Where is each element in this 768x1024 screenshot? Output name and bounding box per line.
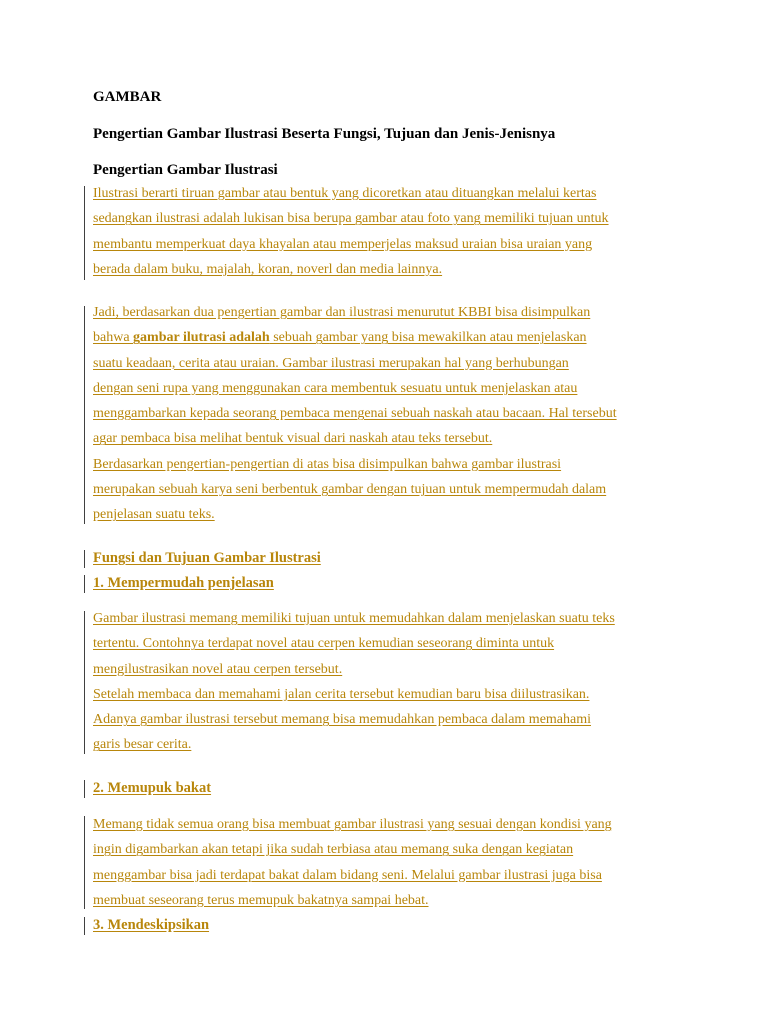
paragraph-mempermudah — [93, 606, 683, 758]
text-line[interactable]: Setelah membaca dan memahami jalan cerita tersebut kemudian baru bisa diilustrasikan. — [93, 686, 590, 702]
text-line[interactable]: Jadi, berdasarkan dua pengertian gambar dan ilustrasi menurutut KBBI bisa disimpulkan — [93, 305, 591, 320]
text-line[interactable]: ingin digambarkan akan tetapi jika sudah terbiasa atau memang suka dengan kegiatan — [93, 842, 574, 858]
text-line[interactable]: sedangkan ilustrasi adalah lukisan bisa berupa gambar atau foto yang memiliki tujuan untuk — [93, 211, 609, 227]
change-bar — [84, 186, 85, 280]
text-line[interactable]: suatu keadaan, cerita atau uraian. Gambar ilustrasi merupakan hal yang berhubungan — [93, 355, 569, 371]
text-line[interactable]: menggambar bisa jadi terdapat bakat dalam bidang seni. Melalui gambar ilustrasi juga bisa — [93, 867, 602, 883]
heading-fungsi-tujuan[interactable]: Fungsi dan Tujuan Gambar Ilustrasi — [93, 550, 321, 566]
bold-term[interactable]: gambar ilutrasi adalah — [133, 330, 270, 346]
change-bar — [84, 780, 85, 798]
change-bar — [84, 550, 85, 568]
text-line[interactable]: Memang tidak semua orang bisa membuat gambar ilustrasi yang sesuai dengan kondisi yang — [93, 817, 612, 832]
section-heading-pengertian: Pengertian Gambar Ilustrasi — [93, 162, 278, 178]
change-bar — [84, 816, 85, 909]
text-line[interactable]: merupakan sebuah karya seni berbentuk gambar dengan tujuan untuk mempermudah dalam — [93, 482, 607, 498]
text-line[interactable]: membuat seseorang terus memupuk bakatnya sampai hebat. — [93, 892, 429, 908]
heading-memupuk-bakat[interactable]: 2. Memupuk bakat — [93, 780, 212, 796]
text-span[interactable]: sebuah gambar yang bisa mewakilkan atau menjelaskan — [269, 330, 587, 346]
text-line[interactable]: mengilustrasikan novel atau cerpen tersebut. — [93, 661, 343, 677]
paragraph-memupuk-bakat — [93, 812, 683, 913]
text-line[interactable]: dengan seni rupa yang menggunakan cara membentuk sesuatu untuk menjelaskan atau — [93, 380, 578, 396]
change-bar — [84, 306, 85, 524]
text-line[interactable] — [93, 325, 683, 350]
change-bar — [84, 917, 85, 935]
text-span[interactable]: bahwa — [93, 330, 134, 346]
text-line[interactable]: Adanya gambar ilustrasi tersebut memang bisa memudahkan pembaca dalam memahami — [93, 712, 591, 728]
text-line[interactable]: Gambar ilustrasi memang memiliki tujuan untuk memudahkan dalam menjelaskan suatu teks — [93, 611, 615, 626]
change-bar — [84, 575, 85, 593]
paragraph-conclusion — [93, 300, 683, 528]
heading-mendeskripsikan[interactable]: 3. Mendeskipsikan — [93, 917, 210, 933]
text-line[interactable]: tertentu. Contohnya terdapat novel atau cerpen kemudian seseorang diminta untuk — [93, 636, 555, 652]
text-line[interactable]: agar pembaca bisa melihat bentuk visual dari naskah atau teks tersebut. — [93, 431, 493, 447]
heading-mempermudah[interactable]: 1. Mempermudah penjelasan — [93, 575, 274, 591]
text-line[interactable]: penjelasan suatu teks. — [93, 507, 215, 523]
change-bar — [84, 611, 85, 754]
text-line[interactable]: menggambarkan kepada seorang pembaca mengenai sebuah naskah atau bacaan. Hal tersebut — [93, 406, 617, 422]
text-line[interactable]: Berdasarkan pengertian-pengertian di atas bisa disimpulkan bahwa gambar ilustrasi — [93, 456, 562, 472]
text-line[interactable]: Ilustrasi berarti tiruan gambar atau bentuk yang dicoretkan atau dituangkan melalui kertas — [93, 186, 597, 201]
document-subtitle: Pengertian Gambar Ilustrasi Beserta Fungsi, Tujuan dan Jenis-Jenisnya — [93, 126, 556, 142]
paragraph-definition — [93, 181, 683, 282]
text-line[interactable]: garis besar cerita. — [93, 737, 192, 753]
document-title: GAMBAR — [93, 89, 162, 105]
text-line[interactable]: membantu memperkuat daya khayalan atau memperjelas maksud uraian bisa uraian yang — [93, 236, 593, 252]
text-line[interactable]: berada dalam buku, majalah, koran, noverl dan media lainnya. — [93, 261, 443, 277]
